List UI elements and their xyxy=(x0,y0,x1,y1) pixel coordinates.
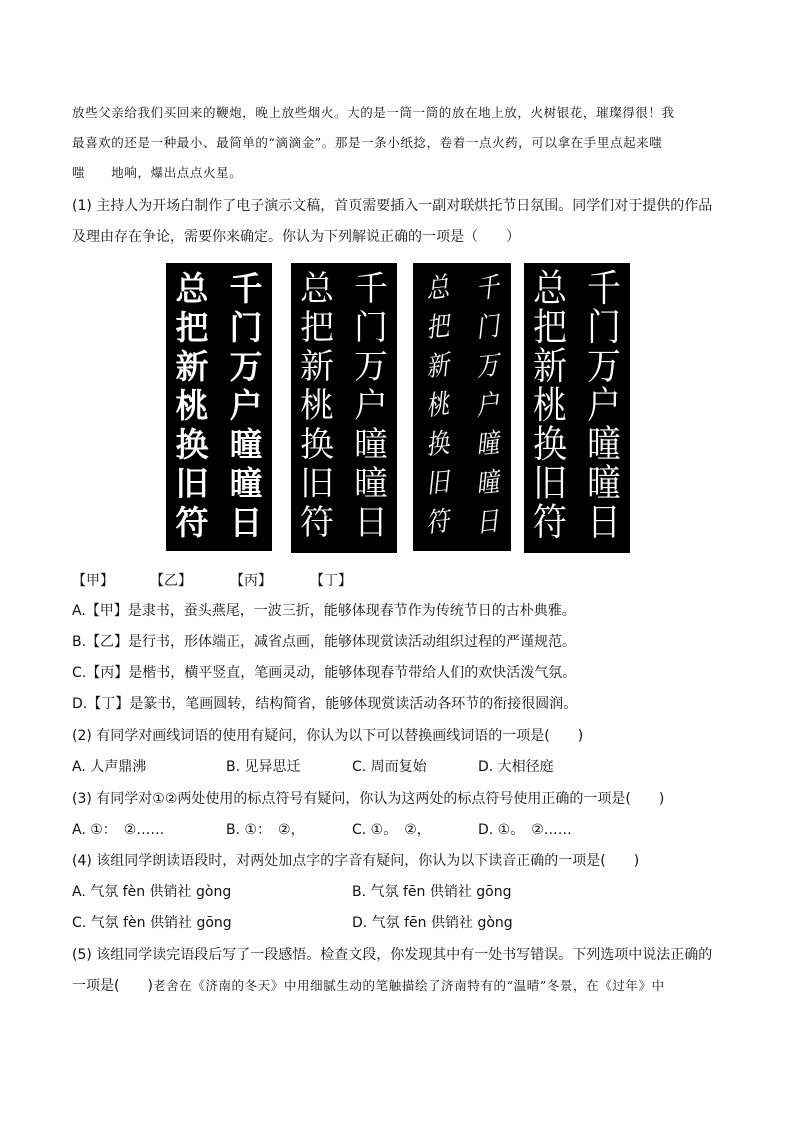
passage-line-3: 嗤 地响，爆出点点火星。 xyxy=(72,165,243,180)
q5-stem-line-1: (5) 该组同学读完语段后写了一段感悟。检查文段，你发现其中有一处书写错误。下列选项中说法正确的 xyxy=(72,947,713,963)
q5-answer-prompt: 一项是( ) xyxy=(72,978,153,994)
q4-option-b: B. 气氛 fēn 供销社 gōng xyxy=(352,884,512,900)
q2-stem: (2) 有同学对画线词语的使用有疑问，你认为以下可以替换画线词语的一项是( ) xyxy=(72,728,584,744)
passage-line-1: 放些父亲给我们买回来的鞭炮，晚上放些烟火。大的是一筒一筒的放在地上放，火树银花，璀璨得很！我 xyxy=(72,105,675,120)
couplet-jia-right-column: 千 门 万 户 曈 曈 日 xyxy=(229,269,263,542)
q4-option-c: C. 气氛 fèn 供销社 gōng xyxy=(72,915,232,931)
couplet-yi-left-column: 总 把 新 桃 换 旧 符 xyxy=(300,269,334,543)
q3-option-b: B. ①： ②， xyxy=(226,822,305,838)
couplet-jia-left-column: 总 把 新 桃 换 旧 符 xyxy=(175,269,209,542)
q1-stem-line-2: 及理由存在争论，需要你来确定。你认为下列解说正确的一项是（ ） xyxy=(72,229,520,245)
q4-option-a: A. 气氛 fèn 供销社 gòng xyxy=(72,884,232,900)
couplet-yi xyxy=(291,263,397,553)
q3-option-c: C. ①。 ②， xyxy=(352,822,431,838)
q1-stem-line-1: (1) 主持人为开场白制作了电子演示文稿，首页需要插入一副对联烘托节日氛围。同学们对于提供的作品 xyxy=(72,198,713,214)
couplet-jia xyxy=(166,263,272,551)
q3-option-a: A. ①： ②…… xyxy=(72,822,165,838)
label-bing: 【丙】 xyxy=(230,573,272,589)
q2-option-d: D. 大相径庭 xyxy=(478,759,554,775)
couplet-bing-left-column: 总 把 新 桃 换 旧 符 xyxy=(423,271,451,540)
q5-stem-line-2 xyxy=(72,976,665,996)
couplet-bing-right-column: 千 门 万 户 曈 曈 日 xyxy=(473,271,501,540)
couplet-ding xyxy=(524,263,630,553)
couplet-figures xyxy=(166,263,630,555)
couplet-ding-right-column: 千 门 万 户 曈 曈 日 xyxy=(587,267,621,546)
label-yi: 【乙】 xyxy=(150,573,192,589)
couplet-yi-right-column: 千 门 万 户 曈 曈 日 xyxy=(354,269,388,543)
q2-option-a: A. 人声鼎沸 xyxy=(72,759,147,775)
q4-option-d: D. 气氛 fēn 供销社 gòng xyxy=(352,915,513,931)
couplet-ding-left-column: 总 把 新 桃 换 旧 符 xyxy=(533,267,567,546)
q2-option-c: C. 周而复始 xyxy=(352,759,427,775)
label-ding: 【丁】 xyxy=(310,573,352,589)
q1-option-a: A.【甲】是隶书，蚕头燕尾，一波三折，能够体现春节作为传统节日的古朴典雅。 xyxy=(72,603,576,619)
q1-option-c: C.【丙】是楷书，横平竖直，笔画灵动，能够体现春节带给人们的欢快活泼气氛。 xyxy=(72,665,577,681)
q5-passage-start: 老舍在《济南的冬天》中用细腻生动的笔触描绘了济南特有的“温晴”冬景，在《过年》中 xyxy=(152,978,665,993)
q4-stem: (4) 该组同学朗读语段时，对两处加点字的字音有疑问，你认为以下读音正确的一项是( ) xyxy=(72,853,640,869)
q3-option-d: D. ①。 ②…… xyxy=(478,822,572,838)
couplet-bing xyxy=(413,263,511,551)
q1-option-d: D.【丁】是篆书，笔画圆转，结构简省，能够体现赏读活动各环节的衔接很圆润。 xyxy=(72,696,578,712)
passage-line-2: 最喜欢的还是一种最小、最简单的“滴滴金”。那是一条小纸捻，卷着一点火药，可以拿在手里点起来嗤 xyxy=(72,135,663,150)
q2-option-b: B. 见异思迁 xyxy=(226,759,301,775)
label-jia: 【甲】 xyxy=(72,573,114,589)
q3-stem: (3) 有同学对①②两处使用的标点符号有疑问，你认为这两处的标点符号使用正确的一项是( ) xyxy=(72,791,665,807)
q1-option-b: B.【乙】是行书，形体端正，减省点画，能够体现赏读活动组织过程的严谨规范。 xyxy=(72,634,577,650)
